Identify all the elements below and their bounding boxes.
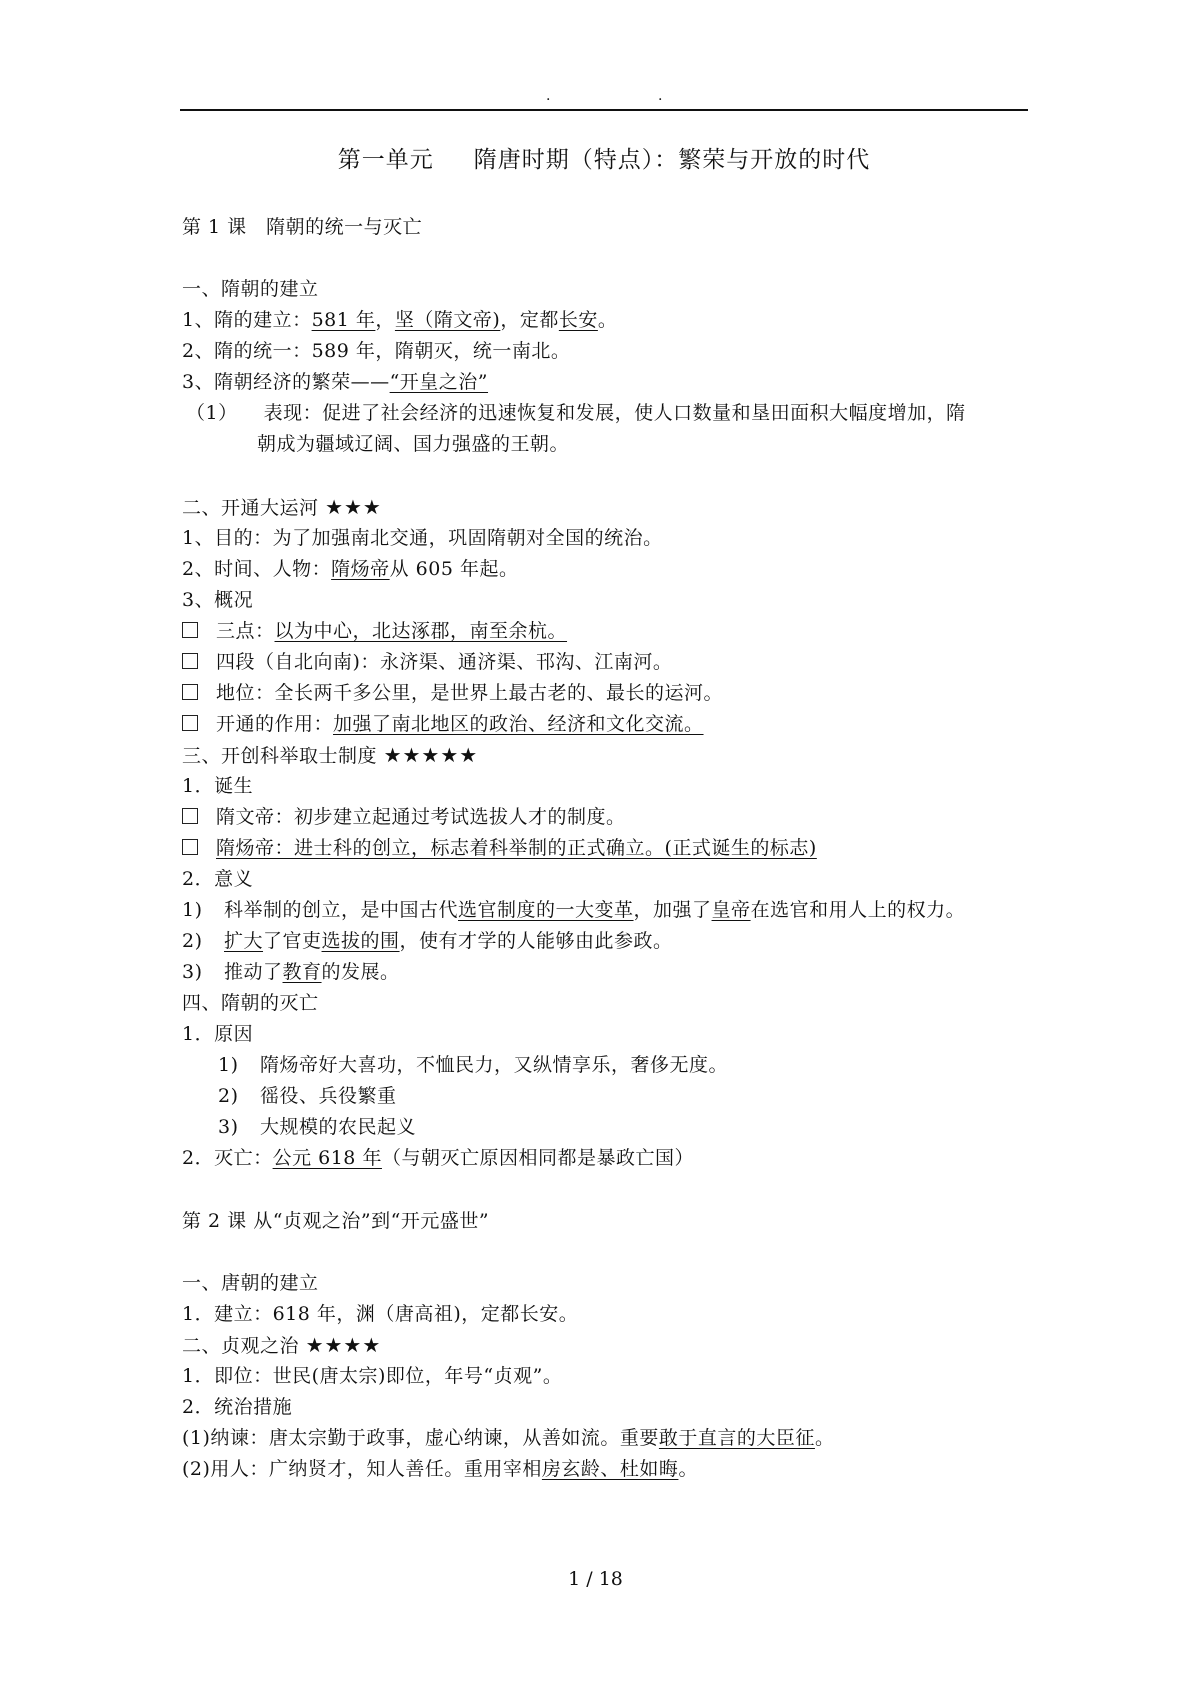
text-line: （1） 表现：促进了社会经济的迅速恢复和发展，使人口数量和垦田面积大幅度增加，隋 (186, 402, 966, 424)
checkbox-icon (182, 715, 198, 731)
section-heading: 三、开创科举取士制度 ★★★★★ (182, 743, 479, 767)
lesson-1-title: 第 1 课 隋朝的统一与灭亡 (182, 216, 423, 238)
header-rule (180, 109, 1028, 111)
checkbox-icon (182, 622, 198, 638)
text-line: 1．即位：世民(唐太宗)即位，年号“贞观”。 (182, 1365, 563, 1387)
header-dot: . (658, 88, 663, 104)
importance-stars: ★★★ (325, 495, 382, 519)
checkbox-icon (182, 839, 198, 855)
lesson-2-title: 第 2 课 从“贞观之治”到“开元盛世” (182, 1210, 490, 1232)
section-heading: 一、唐朝的建立 (182, 1272, 319, 1294)
text-line: 2、隋的统一：589 年，隋朝灭，统一南北。 (182, 340, 571, 362)
section-heading: 一、隋朝的建立 (182, 278, 319, 300)
checkbox-icon (182, 684, 198, 700)
importance-stars: ★★★★ (305, 1333, 382, 1357)
bullet-item: 隋文帝：初步建立起通过考试选拔人才的制度。 (182, 804, 626, 830)
text-line: 3、隋朝经济的繁荣——“开皇之治” (182, 371, 489, 393)
unit-number: 第一单元 (337, 147, 434, 173)
text-line: 2．灭亡：公元 618 年（与朝灭亡原因相同都是暴政亡国） (182, 1147, 694, 1169)
list-item: 1) 科举制的创立，是中国古代选官制度的一大变革，加强了皇帝在选官和用人上的权力。 (182, 899, 966, 921)
bullet-item: 三点：以为中心，北达涿郡，南至余杭。 (182, 618, 567, 644)
bullet-item: 隋炀帝：进士科的创立，标志着科举制的正式确立。(正式诞生的标志) (182, 835, 817, 861)
bullet-item: 四段（自北向南)：永济渠、通济渠、邗沟、江南河。 (182, 649, 672, 675)
text-line: (2)用人：广纳贤才，知人善任。重用宰相房玄龄、杜如晦。 (182, 1458, 698, 1480)
unit-subtitle: 隋唐时期（特点）：繁荣与开放的时代 (473, 147, 871, 173)
bullet-item: 开通的作用：加强了南北地区的政治、经济和文化交流。 (182, 711, 704, 737)
page-number: 1 / 18 (568, 1568, 623, 1590)
text-line: 3、概况 (182, 589, 254, 611)
list-item: 3) 大规模的农民起义 (218, 1116, 417, 1138)
text-line: 1．建立：618 年，渊（唐高祖)，定都长安。 (182, 1303, 579, 1325)
list-item: 1) 隋炀帝好大喜功，不恤民力，又纵情享乐，奢侈无度。 (218, 1054, 729, 1076)
importance-stars: ★★★★★ (383, 743, 479, 767)
list-item: 2) 徭役、兵役繁重 (218, 1085, 397, 1107)
checkbox-icon (182, 808, 198, 824)
unit-title (180, 144, 1028, 176)
page-header (0, 88, 1191, 104)
text-line: 1、目的：为了加强南北交通，巩固隋朝对全国的统治。 (182, 527, 663, 549)
sub-heading: 1．诞生 (182, 775, 254, 797)
section-heading: 二、开通大运河 ★★★ (182, 495, 382, 519)
text-line: (1)纳谏：唐太宗勤于政事，虚心纳谏，从善如流。重要敢于直言的大臣征。 (182, 1427, 835, 1449)
list-item: 2) 扩大了官吏选拔的围，使有才学的人能够由此参政。 (182, 930, 673, 952)
text-line: 2．统治措施 (182, 1396, 293, 1418)
section-heading: 二、贞观之治 ★★★★ (182, 1333, 382, 1357)
bullet-item: 地位：全长两千多公里，是世界上最古老的、最长的运河。 (182, 680, 723, 706)
text-line: 1、隋的建立：581 年，坚（隋文帝)，定都长安。 (182, 309, 618, 331)
sub-heading: 2．意义 (182, 868, 254, 890)
list-item: 3) 推动了教育的发展。 (182, 961, 400, 983)
text-line: 2、时间、人物：隋炀帝从 605 年起。 (182, 558, 519, 580)
checkbox-icon (182, 653, 198, 669)
sub-heading: 1．原因 (182, 1023, 254, 1045)
text-line: 朝成为疆域辽阔、国力强盛的王朝。 (257, 433, 570, 455)
header-dot: . (546, 88, 551, 104)
section-heading: 四、隋朝的灭亡 (182, 992, 319, 1014)
